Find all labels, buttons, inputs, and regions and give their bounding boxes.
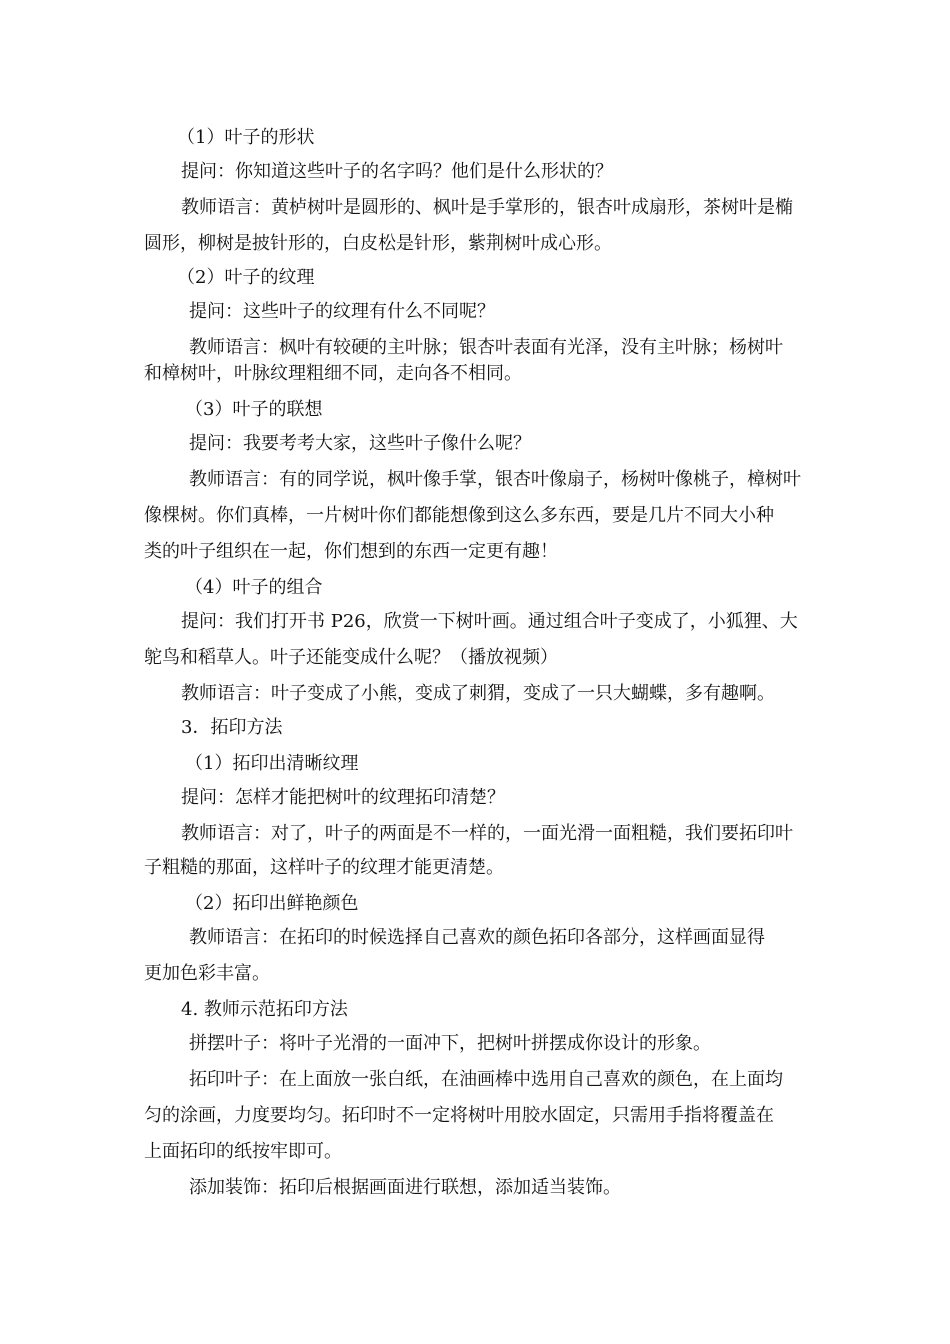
heading-leaf-texture: （2）叶子的纹理 <box>177 267 315 288</box>
heading-clear-texture: （1）拓印出清晰纹理 <box>185 753 359 774</box>
question-leaf-texture: 提问：这些叶子的纹理有什么不同呢？ <box>189 301 495 322</box>
teacher-speech-vivid-colors-line2: 更加色彩丰富。 <box>144 963 270 984</box>
question-leaf-combination-line1: 提问：我们打开书 P26，欣赏一下树叶画。通过组合叶子变成了，小狐狸、大 <box>181 611 798 632</box>
heading-rubbing-method: 3．拓印方法 <box>181 717 283 738</box>
teacher-speech-vivid-colors-line1: 教师语言：在拓印的时候选择自己喜欢的颜色拓印各部分，这样画面显得 <box>189 927 765 948</box>
question-leaf-association: 提问：我要考考大家，这些叶子像什么呢？ <box>189 433 531 454</box>
step-rub-leaves-line2: 匀的涂画，力度要均匀。拓印时不一定将树叶用胶水固定，只需用手指将覆盖在 <box>144 1105 774 1126</box>
teacher-speech-shape-line2: 圆形，柳树是披针形的，白皮松是针形，紫荆树叶成心形。 <box>144 233 612 254</box>
step-rub-leaves-line1: 拓印叶子：在上面放一张白纸，在油画棒中选用自己喜欢的颜色，在上面均 <box>189 1069 783 1090</box>
teacher-speech-association-line2: 像棵树。你们真棒，一片树叶你们都能想像到这么多东西，要是几片不同大小种 <box>144 505 774 526</box>
step-add-decoration: 添加装饰：拓印后根据画面进行联想，添加适当装饰。 <box>189 1177 621 1198</box>
heading-leaf-combination: （4）叶子的组合 <box>185 577 323 598</box>
heading-leaf-association: （3）叶子的联想 <box>185 399 323 420</box>
teacher-speech-association-line1: 教师语言：有的同学说，枫叶像手掌，银杏叶像扇子，杨树叶像桃子，樟树叶 <box>189 469 801 490</box>
teacher-speech-clear-texture-line1: 教师语言：对了，叶子的两面是不一样的，一面光滑一面粗糙，我们要拓印叶 <box>181 823 793 844</box>
question-leaf-combination-line2: 鸵鸟和稻草人。叶子还能变成什么呢？（播放视频） <box>144 647 558 668</box>
teacher-speech-texture-line1: 教师语言：枫叶有较硬的主叶脉；银杏叶表面有光泽，没有主叶脉；杨树叶 <box>189 337 783 358</box>
step-arrange-leaves: 拼摆叶子：将叶子光滑的一面冲下，把树叶拼摆成你设计的形象。 <box>189 1033 711 1054</box>
heading-teacher-demo: 4. 教师示范拓印方法 <box>181 999 348 1020</box>
teacher-speech-combination: 教师语言：叶子变成了小熊，变成了刺猬，变成了一只大蝴蝶，多有趣啊。 <box>181 683 775 704</box>
heading-vivid-colors: （2）拓印出鲜艳颜色 <box>185 893 359 914</box>
step-rub-leaves-line3: 上面拓印的纸按牢即可。 <box>144 1141 342 1162</box>
question-clear-texture: 提问：怎样才能把树叶的纹理拓印清楚？ <box>181 787 505 808</box>
teacher-speech-texture-line2: 和樟树叶，叶脉纹理粗细不同，走向各不相同。 <box>144 363 522 384</box>
teacher-speech-shape-line1: 教师语言：黄栌树叶是圆形的、枫叶是手掌形的，银杏叶成扇形，茶树叶是椭 <box>181 197 793 218</box>
teacher-speech-association-line3: 类的叶子组织在一起，你们想到的东西一定更有趣！ <box>144 541 558 562</box>
question-leaf-shape: 提问：你知道这些叶子的名字吗？他们是什么形状的？ <box>181 161 613 182</box>
heading-leaf-shape: （1）叶子的形状 <box>177 127 315 148</box>
teacher-speech-clear-texture-line2: 子粗糙的那面，这样叶子的纹理才能更清楚。 <box>144 857 504 878</box>
